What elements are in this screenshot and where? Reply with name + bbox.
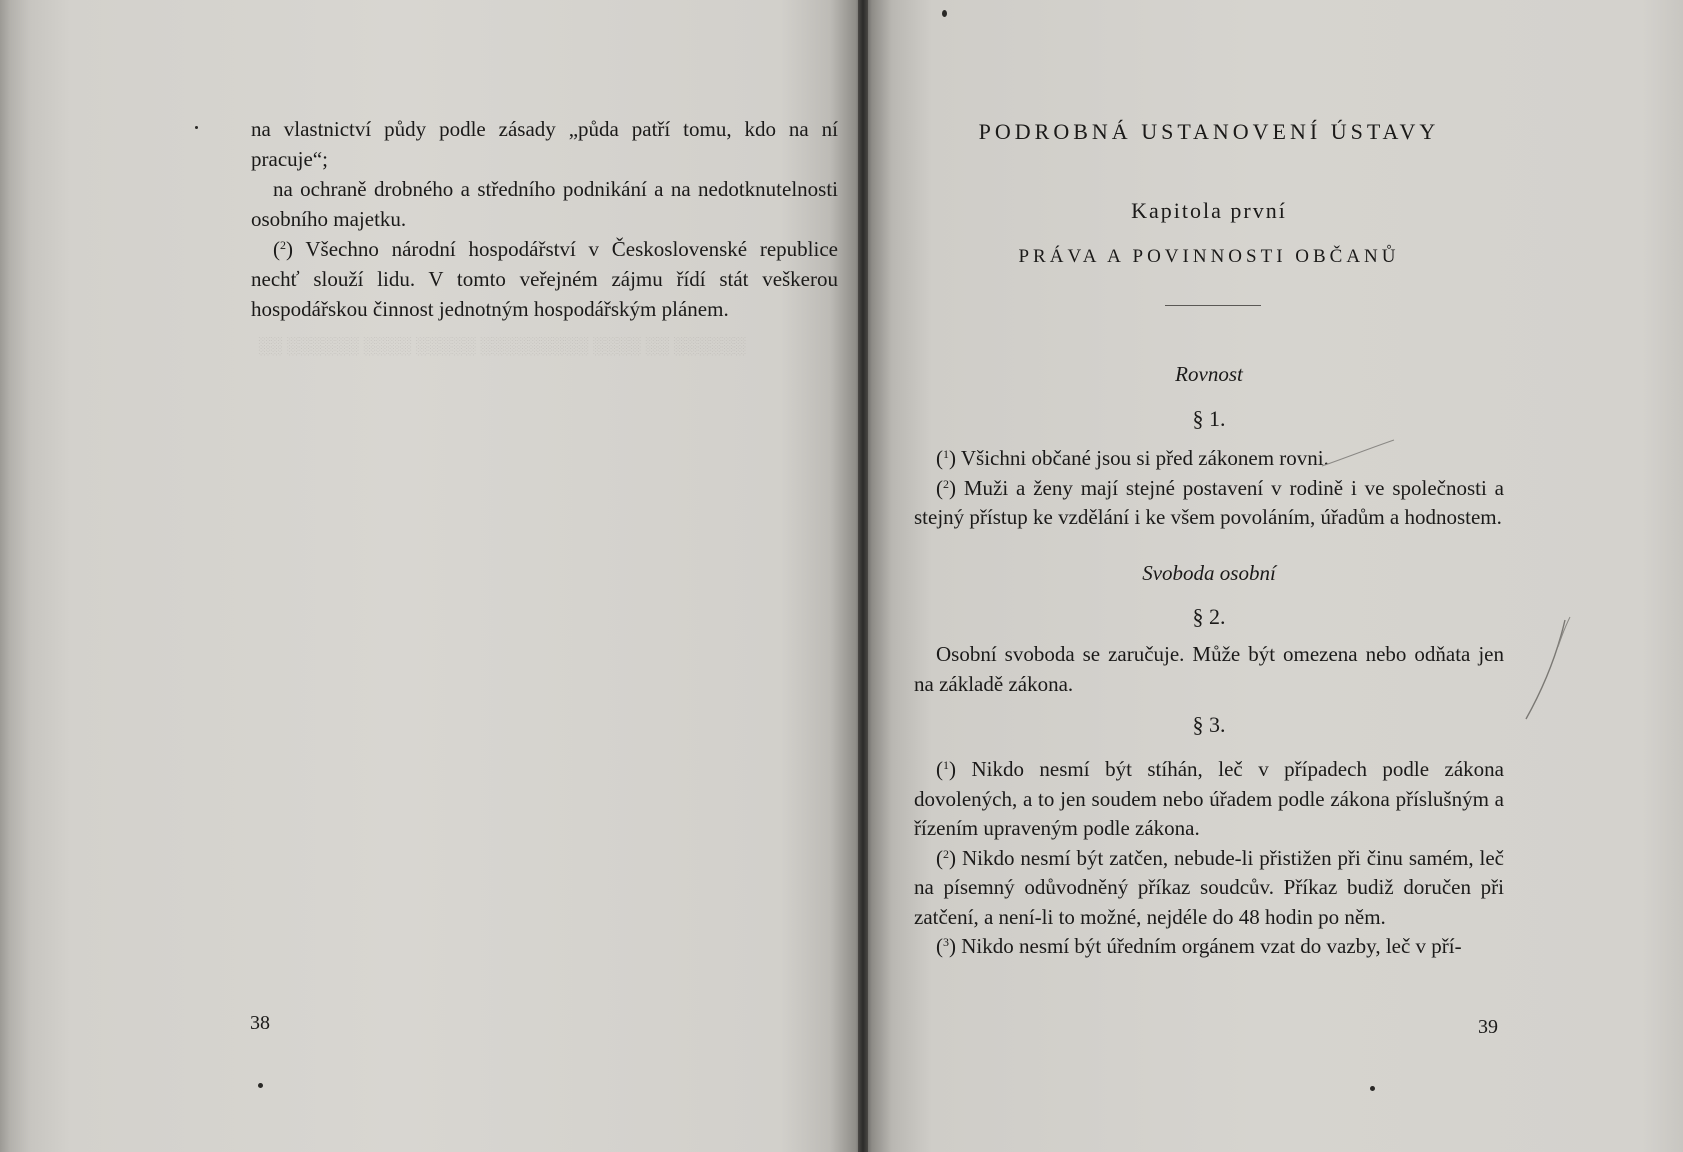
paragraph-text: Všechno národní hospodářství v Československé republice nechť slouží lidu. V tomto veřejném zájmu řídí stát veškerou hospodářskou činnost jednotným hospodářským plánem.: [251, 237, 838, 321]
part-title: PRÁVA A POVINNOSTI OBČANŮ: [1018, 246, 1400, 267]
paragraph-marker: 2: [280, 238, 286, 252]
main-heading: PODROBNÁ USTANOVENÍ ÚSTAVY: [978, 119, 1440, 144]
paragraph-marker: 1: [943, 758, 949, 772]
section-3-text: [914, 755, 1504, 962]
paragraph: Osobní svoboda se zaručuje. Může být omezena nebo odňata jen na základě zákona.: [914, 642, 1504, 696]
page-number-right: 39: [1478, 1016, 1498, 1038]
page-number-left: 38: [250, 1012, 270, 1034]
paper-speck: [195, 126, 198, 129]
divider-rule: [1165, 305, 1261, 306]
paper-speck: [942, 10, 947, 17]
paragraph: ($^1$) Všichni občané jsou si před zákonem rovni.: [936, 446, 1329, 470]
paragraph-marker: 3: [943, 935, 949, 949]
chapter-heading: Kapitola první: [1131, 198, 1287, 223]
paragraph-text: Nikdo nesmí být stíhán, leč v případech podle zákona dovolených, a to jen soudem nebo úřadem podle zákona příslušným a řízením upraveným podle zákona.: [914, 757, 1504, 840]
paragraph: ($^2$) Muži a ženy mají stejné postavení v rodině i ve společnosti a stejný přístup ke vzdělání i ke všem povoláním, úřadům a hodnostem.: [914, 475, 1504, 529]
paragraph: na vlastnictví půdy podle zásady „půda patří tomu, kdo na ní pracuje“;: [251, 117, 838, 171]
paragraph-marker: 2: [943, 846, 949, 861]
section-number-1: § 1.: [1192, 406, 1226, 431]
left-page-text: [251, 114, 838, 324]
paragraph-text: Nikdo nesmí být zatčen, nebude-li přistižen při činu samém, leč na písemný odůvodněný příkaz soudcův. Příkaz budiž doručen při zatčení, a není-li to možné, nejdéle do 48 hodin po něm.: [914, 845, 1505, 929]
paper-speck: [1370, 1086, 1375, 1091]
book-gutter: [858, 0, 868, 1152]
section-heading-svoboda-osobni: Svoboda osobní: [1142, 561, 1276, 585]
paragraph-marker: 2: [943, 476, 949, 491]
paragraph: ($^2$) Všechno národní hospodářství v Československé republice nechť slouží lidu. V tomto veřejném zájmu řídí stát veškerou hospodářskou činnost jednotným hospodářským plánem.: [251, 237, 838, 321]
section-1-text: [914, 444, 1504, 533]
bleed-through-text: ░░ ░░░░░░ ░░░░ ░░░░░ ░░░░░░░░░ ░░░░ ░░ ░░░░░░: [258, 336, 746, 355]
paragraph-text: Nikdo nesmí být úředním orgánem vzat do vazby, leč v pří-: [961, 934, 1462, 958]
section-number-2: § 2.: [1192, 604, 1226, 629]
paragraph: ($^1$) Nikdo nesmí být stíhán, leč v případech podle zákona dovolených, a to jen soudem nebo úřadem podle zákona příslušným a řízením upraveným podle zákona.: [914, 757, 1504, 840]
section-2-text: [914, 640, 1504, 699]
paragraph-text: Všichni občané jsou si před zákonem rovni.: [960, 446, 1329, 470]
paragraph: ($^3$) Nikdo nesmí být úředním orgánem vzat do vazby, leč v pří-: [936, 934, 1462, 958]
section-heading-rovnost: Rovnost: [1175, 362, 1243, 386]
paragraph: na ochraně drobného a středního podnikání a na nedotknutelnosti osobního majetku.: [251, 177, 838, 231]
paper-speck: [258, 1083, 263, 1088]
paragraph-text: Muži a ženy mají stejné postavení v rodině i ve společnosti a stejný přístup ke vzdělání i ke všem povoláním, úřadům a hodnostem.: [914, 475, 1504, 529]
paragraph: ($^2$) Nikdo nesmí být zatčen, nebude-li přistižen při činu samém, leč na písemný odůvodněný příkaz soudcův. Příkaz budiž doručen při zatčení, a není-li to možné, nejdéle do 48 hodin po něm.: [914, 845, 1505, 929]
paragraph-marker: 1: [943, 447, 949, 461]
section-number-3: § 3.: [1192, 712, 1226, 737]
